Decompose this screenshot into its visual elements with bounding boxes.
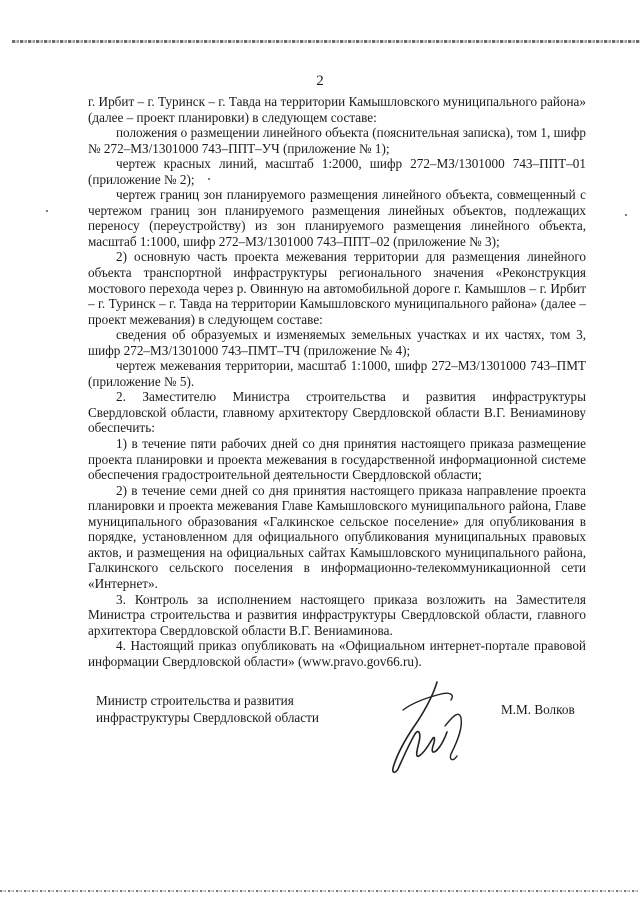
- paragraph: 2. Заместителю Министра строительства и развития инфраструктуры Свердловской области, главному архитектору Свердловской области В.Г. Вениаминову обеспечить:: [88, 389, 586, 436]
- paragraph: чертеж красных линий, масштаб 1:2000, шифр 272–МЗ/1301000 743–ППТ–01 (приложение № 2);: [88, 156, 586, 187]
- paragraph: сведения об образуемых и изменяемых земельных участках и их частях, том 3, шифр 272–МЗ/1301000 743–ПМТ–ТЧ (приложение № 4);: [88, 327, 586, 358]
- signatory-title: [96, 692, 319, 726]
- paragraph: 4. Настоящий приказ опубликовать на «Официальном интернет-портале правовой информации Свердловской области» (www.pravo.gov66.ru).: [88, 638, 586, 669]
- paragraph: чертеж границ зон планируемого размещения линейного объекта, совмещенный с чертежом границ зон планируемого размещения линейных объектов, подлежащих переносу (переустройству) из зон планируемого размещения линейного объекта, масштаб 1:1000, шифр 272–МЗ/1301000 743–ППТ–02 (приложение № 3);: [88, 187, 586, 249]
- paragraph: 3. Контроль за исполнением настоящего приказа возложить на Заместителя Министра строительства и развития инфраструктуры Свердловской области, главного архитектора Свердловской области В.Г. Вениаминова.: [88, 591, 586, 638]
- scan-edge-top: [12, 40, 640, 43]
- scan-speck: [625, 214, 627, 216]
- signatory-title-line: Министр строительства и развития: [96, 693, 294, 708]
- signatory-title-line: инфраструктуры Свердловской области: [96, 710, 319, 725]
- scan-edge-bottom: [0, 890, 640, 892]
- paragraph: положения о размещении линейного объекта (пояснительная записка), том 1, шифр № 272–МЗ/1301000 743–ППТ–УЧ (приложение № 1);: [88, 125, 586, 156]
- handwritten-signature: [375, 676, 485, 781]
- page-number: 2: [316, 73, 324, 89]
- paragraph: 2) в течение семи дней со дня принятия настоящего приказа направление проекта планировки и проекта межевания Главе Камышловского муниципального района, Главе муниципального образования «Галкинское сельское поселение» для опубликования в порядке, установленном для официального опубликования муниципальных правовых актов, и размещения на официальных сайтах Камышловского муниципального района, Галкинского сельского поселения в информационно-телекоммуникационной сети «Интернет».: [88, 482, 586, 591]
- document-body: [88, 94, 586, 669]
- scan-speck: [46, 210, 48, 212]
- paragraph: 1) в течение пяти рабочих дней со дня принятия настоящего приказа размещение проекта планировки и проекта межевания в государственной информационной системе обеспечения градостроительной деятельности Свердловской области;: [88, 436, 586, 483]
- signatory-name: М.М. Волков: [501, 702, 575, 717]
- paragraph: г. Ирбит – г. Туринск – г. Тавда на территории Камышловского муниципального района» (далее – проект планировки) в следующем составе:: [88, 94, 586, 125]
- paragraph: чертеж межевания территории, масштаб 1:1000, шифр 272–МЗ/1301000 743–ПМТ (приложение № 5).: [88, 358, 586, 389]
- paragraph: 2) основную часть проекта межевания территории для размещения линейного объекта транспортной инфраструктуры регионального значения «Реконструкция мостового перехода через р. Овинную на автомобильной дороге г. Камышлов – г. Ирбит – г. Туринск – г. Тавда на территории Камышловского муниципального района» (далее – проект межевания) в следующем составе:: [88, 249, 586, 327]
